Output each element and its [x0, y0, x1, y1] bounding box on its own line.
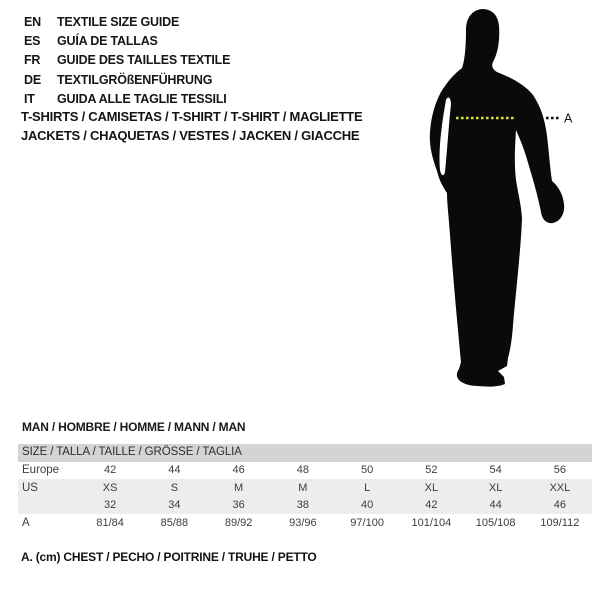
- table-cell: 52: [425, 464, 438, 477]
- measure-label-a: A: [564, 111, 573, 126]
- language-list: [24, 13, 230, 109]
- language-code: FR: [24, 53, 41, 68]
- table-cell: 93/96: [289, 516, 317, 529]
- table-cell: 38: [296, 499, 309, 512]
- table-cell: M: [298, 481, 308, 494]
- table-cell: 44: [489, 499, 502, 512]
- language-code: ES: [24, 34, 41, 49]
- size-table: [18, 444, 592, 532]
- table-cell: 50: [361, 464, 374, 477]
- size-table-header: SIZE / TALLA / TAILLE / GRÖSSE / TAGLIA: [18, 444, 592, 462]
- table-cell: 54: [489, 464, 502, 477]
- table-cell: 32: [104, 499, 117, 512]
- language-label: TEXTILE SIZE GUIDE: [57, 15, 180, 29]
- garment-line-jackets: JACKETS / CHAQUETAS / VESTES / JACKEN / GIACCHE: [21, 127, 360, 143]
- table-cell: 48: [296, 464, 309, 477]
- language-label: GUIDA ALLE TAGLIE TESSILI: [57, 91, 227, 106]
- table-cell: 97/100: [350, 516, 384, 529]
- language-row: [24, 90, 230, 109]
- section-title: MAN / HOMBRE / HOMME / MANN / MAN: [22, 420, 246, 434]
- row-label: Europe: [22, 464, 60, 477]
- table-cell: S: [170, 481, 179, 494]
- table-cell: 56: [553, 464, 566, 477]
- table-cell: 44: [168, 464, 181, 477]
- table-row-chest-a: [18, 514, 592, 532]
- table-cell: L: [364, 481, 371, 494]
- table-cell: 85/88: [160, 516, 189, 529]
- language-label: TEXTILGRÖßENFÜHRUNG: [57, 72, 213, 87]
- language-row: [24, 13, 230, 32]
- table-cell: XL: [424, 481, 439, 494]
- language-label: GUIDE DES TAILLES TEXTILE: [57, 53, 231, 68]
- table-cell: 46: [553, 499, 566, 512]
- table-cell: 42: [425, 499, 438, 512]
- language-code: IT: [24, 91, 35, 106]
- table-cell: 34: [168, 499, 181, 512]
- table-cell: M: [234, 481, 244, 494]
- garment-types: [21, 108, 362, 145]
- row-label: US: [22, 481, 38, 494]
- table-row-us-numeric: [18, 497, 592, 515]
- table-cell: 101/104: [411, 516, 452, 529]
- table-cell: 36: [232, 499, 245, 512]
- garment-line-tshirts: T-SHIRTS / CAMISETAS / T-SHIRT / T-SHIRT / MAGLIETTE: [21, 109, 363, 124]
- language-row: [24, 51, 230, 70]
- language-label: GUÍA DE TALLAS: [57, 34, 158, 49]
- man-silhouette-figure: [410, 0, 600, 400]
- language-code: DE: [24, 72, 41, 87]
- row-label: A: [22, 516, 30, 529]
- language-row: [24, 71, 230, 90]
- language-row: [24, 32, 230, 51]
- table-cell: 109/112: [540, 516, 580, 529]
- measure-footnote: A. (cm) CHEST / PECHO / POITRINE / TRUHE / PETTO: [21, 550, 317, 564]
- table-cell: 42: [104, 464, 117, 477]
- table-row-us: [18, 479, 592, 497]
- table-cell: XXL: [549, 481, 571, 494]
- table-row-europe: [18, 462, 592, 480]
- table-cell: 81/84: [96, 516, 124, 529]
- table-cell: XL: [488, 481, 503, 494]
- table-cell: 105/108: [475, 516, 516, 529]
- language-code: EN: [24, 15, 41, 29]
- man-silhouette: [430, 9, 564, 387]
- table-cell: 46: [232, 464, 245, 477]
- table-cell: 40: [361, 499, 374, 512]
- table-cell: XS: [102, 481, 118, 494]
- table-cell: 89/92: [224, 516, 253, 529]
